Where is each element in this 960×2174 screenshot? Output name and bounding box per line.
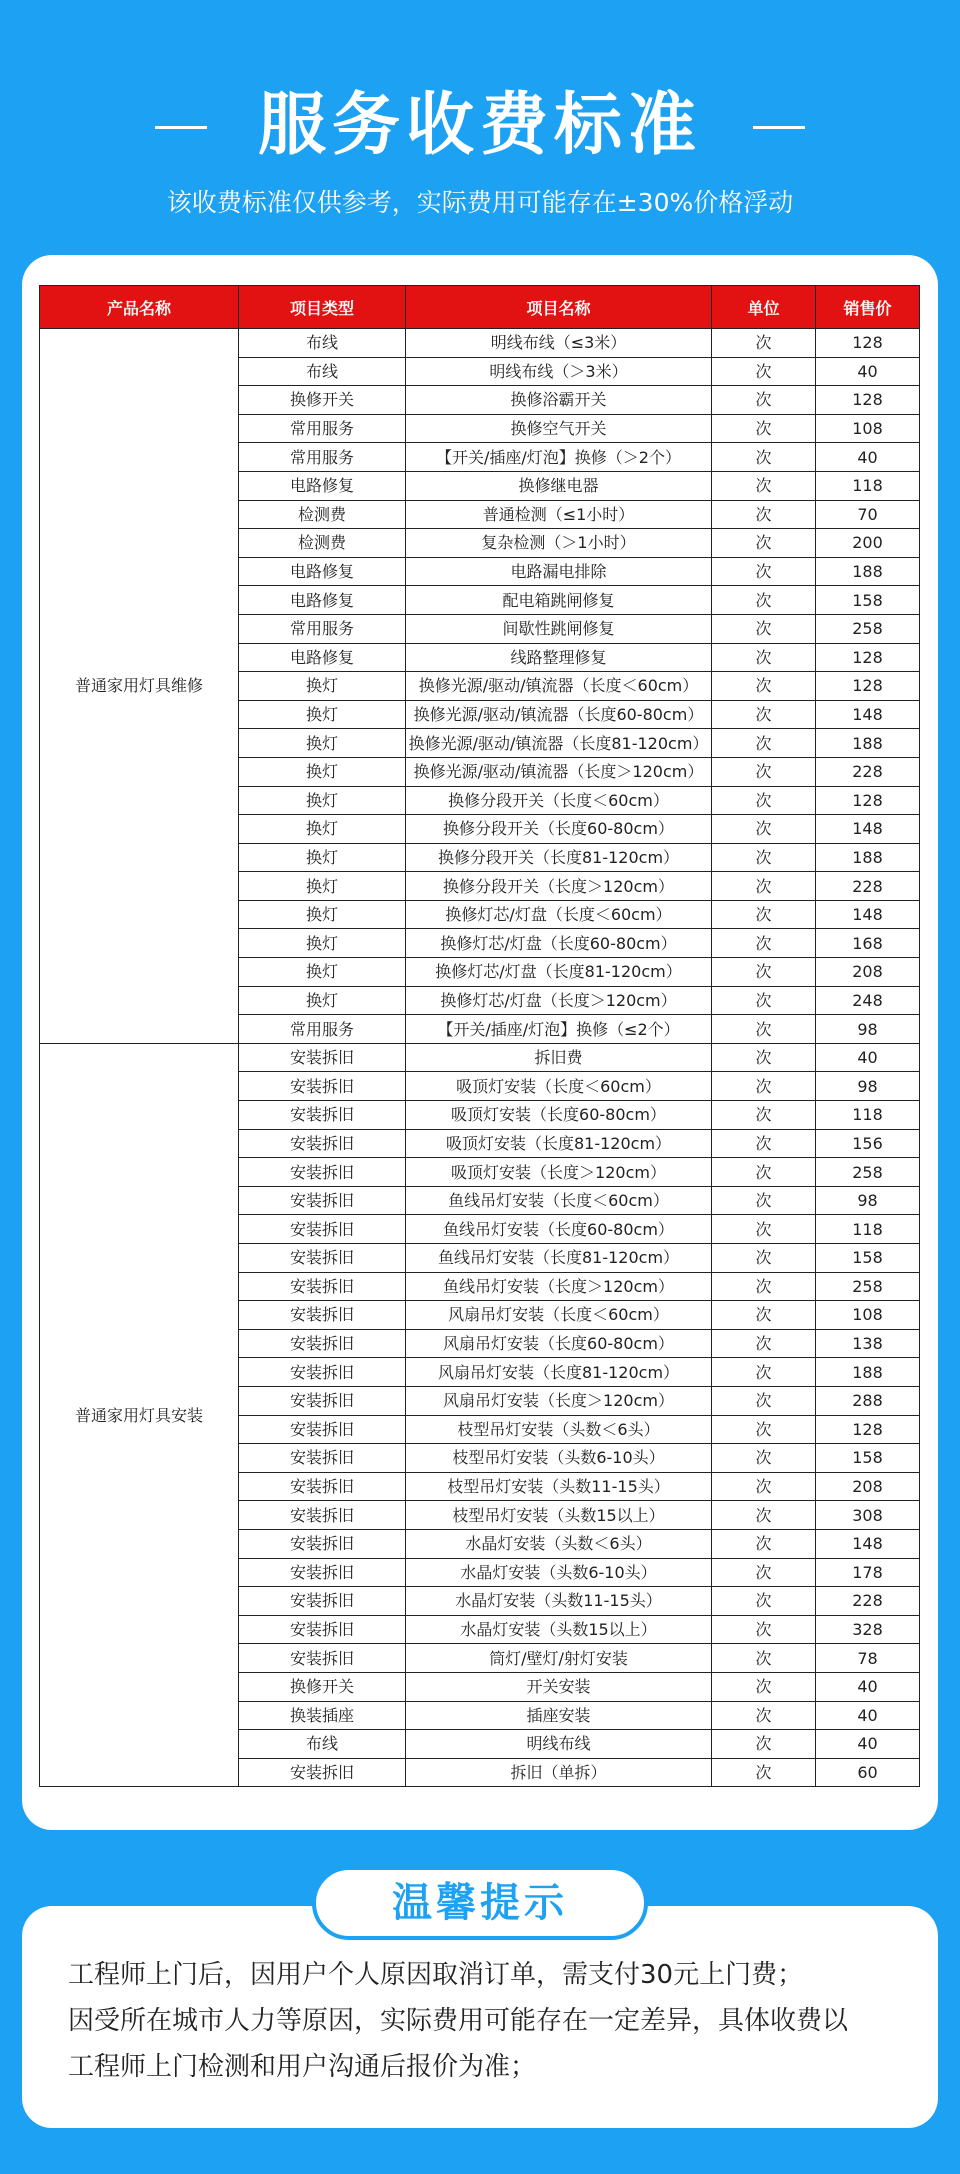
cell-price: 258 <box>816 614 920 643</box>
cell-price: 228 <box>816 757 920 786</box>
cell-unit: 次 <box>712 1672 816 1701</box>
cell-type: 安装拆旧 <box>239 1101 406 1130</box>
cell-item: 换修分段开关（长度81-120cm） <box>406 843 712 872</box>
cell-type: 安装拆旧 <box>239 1329 406 1358</box>
cell-price: 128 <box>816 643 920 672</box>
cell-item: 【开关/插座/灯泡】换修（＞2个） <box>406 443 712 472</box>
cell-unit: 次 <box>712 1529 816 1558</box>
cell-unit: 次 <box>712 1644 816 1673</box>
cell-price: 128 <box>816 386 920 415</box>
cell-unit: 次 <box>712 471 816 500</box>
cell-price: 248 <box>816 986 920 1015</box>
cell-price: 108 <box>816 1301 920 1330</box>
cell-unit: 次 <box>712 958 816 987</box>
cell-item: 换修光源/驱动/镇流器（长度60-80cm） <box>406 700 712 729</box>
cell-type: 换修开关 <box>239 386 406 415</box>
cell-item: 换修灯芯/灯盘（长度＞120cm） <box>406 986 712 1015</box>
cell-type: 安装拆旧 <box>239 1644 406 1673</box>
cell-price: 168 <box>816 929 920 958</box>
cell-item: 线路整理修复 <box>406 643 712 672</box>
cell-price: 258 <box>816 1272 920 1301</box>
cell-price: 40 <box>816 1043 920 1072</box>
cell-item: 拆旧（单拆） <box>406 1758 712 1787</box>
cell-price: 228 <box>816 1587 920 1616</box>
cell-item: 水晶灯安装（头数11-15头） <box>406 1587 712 1616</box>
cell-item: 换修光源/驱动/镇流器（长度＜60cm） <box>406 672 712 701</box>
cell-item: 鱼线吊灯安装（长度81-120cm） <box>406 1244 712 1273</box>
price-table-card <box>22 255 938 1830</box>
cell-price: 148 <box>816 900 920 929</box>
cell-unit: 次 <box>712 786 816 815</box>
cell-type: 换灯 <box>239 986 406 1015</box>
cell-price: 128 <box>816 329 920 358</box>
cell-unit: 次 <box>712 986 816 1015</box>
cell-unit: 次 <box>712 757 816 786</box>
cell-price: 328 <box>816 1615 920 1644</box>
cell-unit: 次 <box>712 843 816 872</box>
cell-type: 常用服务 <box>239 1015 406 1044</box>
cell-price: 200 <box>816 529 920 558</box>
cell-type: 安装拆旧 <box>239 1501 406 1530</box>
cell-price: 128 <box>816 1415 920 1444</box>
tips-line: 工程师上门检测和用户沟通后报价为准； <box>68 2052 537 2082</box>
cell-item: 换修分段开关（长度＞120cm） <box>406 872 712 901</box>
cell-item: 吸顶灯安装（长度＜60cm） <box>406 1072 712 1101</box>
cell-type: 安装拆旧 <box>239 1129 406 1158</box>
cell-item: 吸顶灯安装（长度＞120cm） <box>406 1158 712 1187</box>
cell-price: 188 <box>816 1358 920 1387</box>
cell-type: 安装拆旧 <box>239 1558 406 1587</box>
cell-price: 158 <box>816 1244 920 1273</box>
cell-item: 吸顶灯安装（长度81-120cm） <box>406 1129 712 1158</box>
cell-price: 98 <box>816 1015 920 1044</box>
cell-type: 换修开关 <box>239 1672 406 1701</box>
cell-item: 插座安装 <box>406 1701 712 1730</box>
cell-type: 安装拆旧 <box>239 1043 406 1072</box>
table-row <box>40 329 920 358</box>
cell-unit: 次 <box>712 643 816 672</box>
cell-item: 复杂检测（＞1小时） <box>406 529 712 558</box>
cell-unit: 次 <box>712 815 816 844</box>
cell-price: 98 <box>816 1072 920 1101</box>
cell-unit: 次 <box>712 1215 816 1244</box>
cell-price: 40 <box>816 1672 920 1701</box>
cell-unit: 次 <box>712 872 816 901</box>
cell-unit: 次 <box>712 1472 816 1501</box>
cell-price: 208 <box>816 958 920 987</box>
cell-item: 枝型吊灯安装（头数15以上） <box>406 1501 712 1530</box>
cell-item: 吸顶灯安装（长度60-80cm） <box>406 1101 712 1130</box>
cell-product: 普通家用灯具维修 <box>40 329 239 1044</box>
cell-type: 换灯 <box>239 843 406 872</box>
cell-item: 开关安装 <box>406 1672 712 1701</box>
column-header-item: 项目名称 <box>406 286 712 329</box>
tips-line: 因受所在城市人力等原因，实际费用可能存在一定差异，具体收费以 <box>68 2006 849 2036</box>
cell-unit: 次 <box>712 1758 816 1787</box>
cell-type: 换灯 <box>239 815 406 844</box>
cell-item: 鱼线吊灯安装（长度＞120cm） <box>406 1272 712 1301</box>
cell-unit: 次 <box>712 329 816 358</box>
cell-item: 【开关/插座/灯泡】换修（≤2个） <box>406 1015 712 1044</box>
cell-price: 158 <box>816 1444 920 1473</box>
cell-price: 148 <box>816 700 920 729</box>
cell-type: 电路修复 <box>239 643 406 672</box>
cell-type: 换灯 <box>239 757 406 786</box>
cell-unit: 次 <box>712 1730 816 1759</box>
cell-type: 换灯 <box>239 900 406 929</box>
cell-item: 水晶灯安装（头数6-10头） <box>406 1558 712 1587</box>
cell-item: 枝型吊灯安装（头数＜6头） <box>406 1415 712 1444</box>
cell-unit: 次 <box>712 700 816 729</box>
cell-item: 鱼线吊灯安装（长度＜60cm） <box>406 1186 712 1215</box>
table-row <box>40 1043 920 1072</box>
cell-type: 安装拆旧 <box>239 1272 406 1301</box>
cell-price: 188 <box>816 843 920 872</box>
cell-type: 换灯 <box>239 929 406 958</box>
tips-title: 温馨提示 <box>312 1866 648 1940</box>
cell-type: 安装拆旧 <box>239 1472 406 1501</box>
cell-price: 208 <box>816 1472 920 1501</box>
cell-unit: 次 <box>712 1358 816 1387</box>
cell-type: 换灯 <box>239 700 406 729</box>
cell-unit: 次 <box>712 729 816 758</box>
column-header-product: 产品名称 <box>40 286 239 329</box>
title-decor-line-right <box>753 126 805 129</box>
cell-unit: 次 <box>712 1386 816 1415</box>
cell-unit: 次 <box>712 614 816 643</box>
cell-type: 安装拆旧 <box>239 1158 406 1187</box>
cell-type: 布线 <box>239 1730 406 1759</box>
cell-unit: 次 <box>712 1129 816 1158</box>
cell-unit: 次 <box>712 1186 816 1215</box>
table-body <box>40 329 920 1787</box>
cell-price: 60 <box>816 1758 920 1787</box>
column-header-type: 项目类型 <box>239 286 406 329</box>
cell-price: 138 <box>816 1329 920 1358</box>
cell-type: 安装拆旧 <box>239 1244 406 1273</box>
cell-unit: 次 <box>712 414 816 443</box>
cell-item: 枝型吊灯安装（头数6-10头） <box>406 1444 712 1473</box>
cell-item: 换修光源/驱动/镇流器（长度＞120cm） <box>406 757 712 786</box>
cell-type: 安装拆旧 <box>239 1415 406 1444</box>
page-title: 服务收费标准 <box>257 86 702 165</box>
cell-item: 筒灯/壁灯/射灯安装 <box>406 1644 712 1673</box>
cell-item: 明线布线（≤3米） <box>406 329 712 358</box>
table-header-row <box>40 286 920 329</box>
cell-item: 换修光源/驱动/镇流器（长度81-120cm） <box>406 729 712 758</box>
cell-unit: 次 <box>712 1272 816 1301</box>
cell-type: 安装拆旧 <box>239 1301 406 1330</box>
cell-unit: 次 <box>712 443 816 472</box>
cell-item: 换修继电器 <box>406 471 712 500</box>
cell-unit: 次 <box>712 557 816 586</box>
cell-type: 布线 <box>239 329 406 358</box>
cell-price: 178 <box>816 1558 920 1587</box>
cell-item: 水晶灯安装（头数＜6头） <box>406 1529 712 1558</box>
cell-unit: 次 <box>712 1043 816 1072</box>
cell-product: 普通家用灯具安装 <box>40 1043 239 1786</box>
cell-item: 换修灯芯/灯盘（长度81-120cm） <box>406 958 712 987</box>
cell-type: 常用服务 <box>239 414 406 443</box>
cell-item: 电路漏电排除 <box>406 557 712 586</box>
cell-price: 188 <box>816 729 920 758</box>
cell-price: 98 <box>816 1186 920 1215</box>
cell-item: 鱼线吊灯安装（长度60-80cm） <box>406 1215 712 1244</box>
cell-unit: 次 <box>712 1415 816 1444</box>
cell-price: 118 <box>816 471 920 500</box>
cell-unit: 次 <box>712 357 816 386</box>
cell-price: 118 <box>816 1215 920 1244</box>
cell-price: 40 <box>816 357 920 386</box>
cell-item: 换修空气开关 <box>406 414 712 443</box>
cell-type: 常用服务 <box>239 443 406 472</box>
cell-unit: 次 <box>712 1501 816 1530</box>
cell-item: 换修灯芯/灯盘（长度＜60cm） <box>406 900 712 929</box>
cell-type: 安装拆旧 <box>239 1529 406 1558</box>
cell-item: 换修分段开关（长度60-80cm） <box>406 815 712 844</box>
cell-price: 158 <box>816 586 920 615</box>
page-subtitle: 该收费标准仅供参考，实际费用可能存在±30%价格浮动 <box>166 188 794 217</box>
cell-unit: 次 <box>712 1101 816 1130</box>
cell-price: 288 <box>816 1386 920 1415</box>
cell-item: 换修浴霸开关 <box>406 386 712 415</box>
cell-unit: 次 <box>712 1701 816 1730</box>
cell-type: 换灯 <box>239 672 406 701</box>
cell-item: 明线布线 <box>406 1730 712 1759</box>
cell-item: 拆旧费 <box>406 1043 712 1072</box>
cell-type: 换灯 <box>239 729 406 758</box>
cell-item: 水晶灯安装（头数15以上） <box>406 1615 712 1644</box>
cell-type: 安装拆旧 <box>239 1587 406 1616</box>
cell-type: 换灯 <box>239 958 406 987</box>
cell-unit: 次 <box>712 929 816 958</box>
cell-price: 40 <box>816 1701 920 1730</box>
cell-price: 156 <box>816 1129 920 1158</box>
cell-unit: 次 <box>712 1301 816 1330</box>
cell-type: 安装拆旧 <box>239 1615 406 1644</box>
cell-price: 108 <box>816 414 920 443</box>
price-table <box>39 285 920 1787</box>
cell-price: 40 <box>816 1730 920 1759</box>
cell-unit: 次 <box>712 529 816 558</box>
cell-unit: 次 <box>712 586 816 615</box>
cell-type: 安装拆旧 <box>239 1215 406 1244</box>
cell-unit: 次 <box>712 672 816 701</box>
cell-unit: 次 <box>712 386 816 415</box>
cell-type: 换灯 <box>239 786 406 815</box>
cell-type: 检测费 <box>239 529 406 558</box>
cell-type: 安装拆旧 <box>239 1072 406 1101</box>
cell-price: 40 <box>816 443 920 472</box>
cell-price: 258 <box>816 1158 920 1187</box>
cell-price: 188 <box>816 557 920 586</box>
cell-price: 128 <box>816 672 920 701</box>
cell-price: 308 <box>816 1501 920 1530</box>
cell-unit: 次 <box>712 1158 816 1187</box>
cell-price: 78 <box>816 1644 920 1673</box>
cell-unit: 次 <box>712 1015 816 1044</box>
cell-item: 间歇性跳闸修复 <box>406 614 712 643</box>
cell-item: 明线布线（＞3米） <box>406 357 712 386</box>
cell-type: 电路修复 <box>239 586 406 615</box>
header <box>0 0 960 250</box>
cell-unit: 次 <box>712 900 816 929</box>
cell-type: 安装拆旧 <box>239 1386 406 1415</box>
cell-item: 风扇吊灯安装（长度60-80cm） <box>406 1329 712 1358</box>
cell-price: 228 <box>816 872 920 901</box>
cell-unit: 次 <box>712 1615 816 1644</box>
cell-item: 风扇吊灯安装（长度＜60cm） <box>406 1301 712 1330</box>
cell-unit: 次 <box>712 500 816 529</box>
cell-type: 布线 <box>239 357 406 386</box>
cell-unit: 次 <box>712 1587 816 1616</box>
cell-type: 安装拆旧 <box>239 1358 406 1387</box>
cell-type: 常用服务 <box>239 614 406 643</box>
cell-item: 换修分段开关（长度＜60cm） <box>406 786 712 815</box>
cell-unit: 次 <box>712 1558 816 1587</box>
cell-item: 配电箱跳闸修复 <box>406 586 712 615</box>
cell-type: 安装拆旧 <box>239 1758 406 1787</box>
cell-unit: 次 <box>712 1329 816 1358</box>
cell-type: 换装插座 <box>239 1701 406 1730</box>
cell-price: 148 <box>816 815 920 844</box>
cell-unit: 次 <box>712 1072 816 1101</box>
cell-item: 风扇吊灯安装（长度＞120cm） <box>406 1386 712 1415</box>
cell-type: 检测费 <box>239 500 406 529</box>
cell-unit: 次 <box>712 1244 816 1273</box>
column-header-unit: 单位 <box>712 286 816 329</box>
cell-type: 电路修复 <box>239 557 406 586</box>
cell-price: 70 <box>816 500 920 529</box>
tips-line: 工程师上门后，因用户个人原因取消订单，需支付30元上门费； <box>68 1960 804 1990</box>
cell-price: 118 <box>816 1101 920 1130</box>
column-header-price: 销售价 <box>816 286 920 329</box>
cell-type: 换灯 <box>239 872 406 901</box>
cell-item: 风扇吊灯安装（长度81-120cm） <box>406 1358 712 1387</box>
cell-unit: 次 <box>712 1444 816 1473</box>
cell-item: 换修灯芯/灯盘（长度60-80cm） <box>406 929 712 958</box>
tips-text <box>68 1952 908 2090</box>
cell-type: 电路修复 <box>239 471 406 500</box>
cell-type: 安装拆旧 <box>239 1444 406 1473</box>
cell-price: 128 <box>816 786 920 815</box>
cell-item: 普通检测（≤1小时） <box>406 500 712 529</box>
cell-item: 枝型吊灯安装（头数11-15头） <box>406 1472 712 1501</box>
cell-type: 安装拆旧 <box>239 1186 406 1215</box>
cell-price: 148 <box>816 1529 920 1558</box>
